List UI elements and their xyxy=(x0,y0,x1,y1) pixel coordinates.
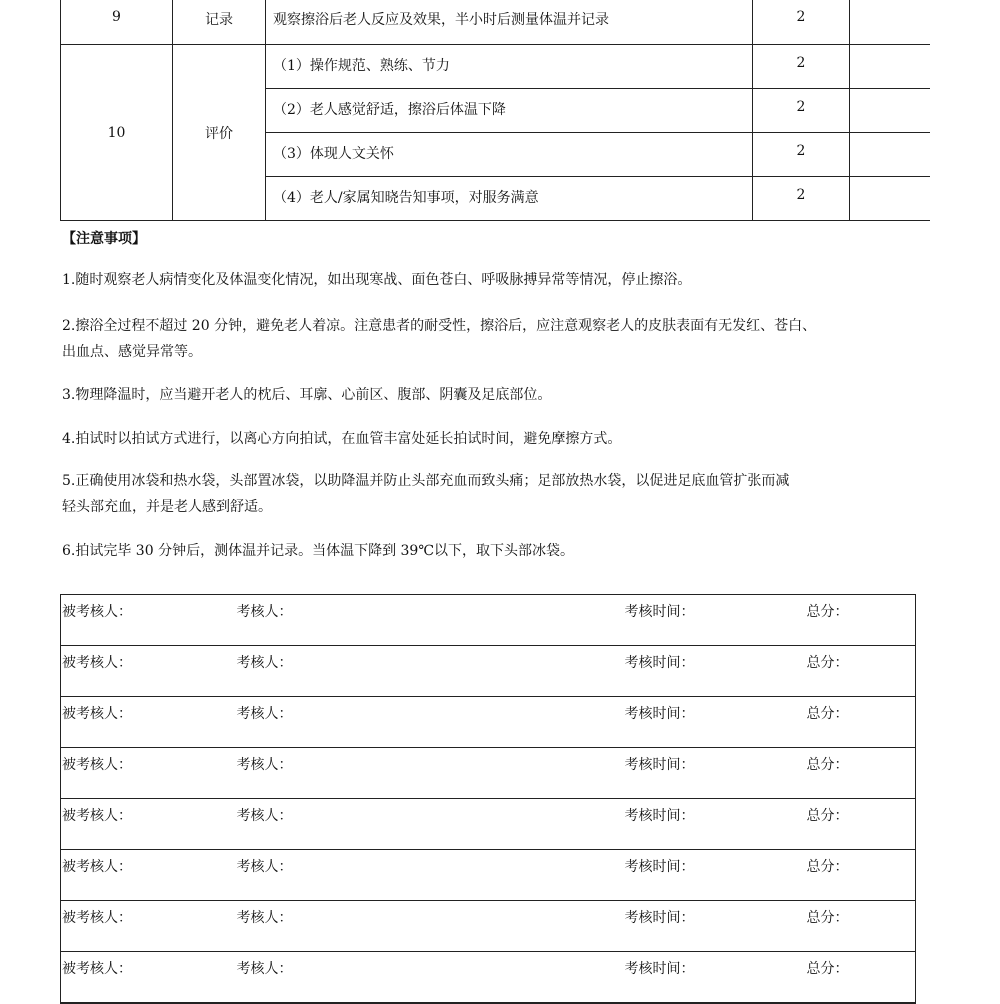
total-score-label: 总分： xyxy=(806,850,916,901)
total-score-label: 总分： xyxy=(806,595,916,646)
total-score-label: 总分： xyxy=(806,697,916,748)
total-score-label: 总分： xyxy=(806,748,916,799)
criteria-points: 2 xyxy=(753,45,850,89)
signature-row xyxy=(61,799,916,850)
total-score-label: 总分： xyxy=(806,799,916,850)
signature-row xyxy=(61,646,916,697)
criteria-text: 观察擦浴后老人反应及效果，半小时后测量体温并记录 xyxy=(266,0,753,45)
table-row xyxy=(61,0,930,45)
note-item-6 xyxy=(62,538,882,564)
examinee-label: 被考核人： xyxy=(61,799,236,850)
note-item-5 xyxy=(62,468,882,520)
examiner-label: 考核人： xyxy=(236,850,624,901)
note-line: 4.拍试时以拍试方式进行，以离心方向拍试，在血管丰富处延长拍试时间，避免摩擦方式。 xyxy=(62,431,622,447)
signature-row xyxy=(61,952,916,1004)
deduction-cell xyxy=(850,89,930,133)
exam-time-label: 考核时间： xyxy=(624,850,806,901)
examinee-label: 被考核人： xyxy=(61,952,236,1004)
note-item-4 xyxy=(62,426,882,452)
note-line: 轻头部充血，并是老人感到舒适。 xyxy=(62,499,272,515)
item-number: 9 xyxy=(61,0,173,45)
total-score-label: 总分： xyxy=(806,901,916,952)
notes-title: 【注意事项】 xyxy=(62,231,146,247)
criteria-text: （4）老人/家属知晓告知事项，对服务满意 xyxy=(266,177,753,221)
deduction-cell xyxy=(850,133,930,177)
criteria-text: （1）操作规范、熟练、节力 xyxy=(266,45,753,89)
examinee-label: 被考核人： xyxy=(61,697,236,748)
signature-row xyxy=(61,850,916,901)
examiner-label: 考核人： xyxy=(236,697,624,748)
examinee-label: 被考核人： xyxy=(61,901,236,952)
deduction-cell xyxy=(850,0,930,45)
exam-time-label: 考核时间： xyxy=(624,595,806,646)
examinee-label: 被考核人： xyxy=(61,850,236,901)
examiner-label: 考核人： xyxy=(236,748,624,799)
criteria-points: 2 xyxy=(753,89,850,133)
score-table xyxy=(60,0,930,221)
note-line: 6.拍试完毕 30 分钟后，测体温并记录。当体温下降到 39℃以下，取下头部冰袋。 xyxy=(62,543,574,559)
exam-time-label: 考核时间： xyxy=(624,748,806,799)
examinee-label: 被考核人： xyxy=(61,646,236,697)
exam-time-label: 考核时间： xyxy=(624,901,806,952)
item-number: 10 xyxy=(61,45,173,221)
criteria-points: 2 xyxy=(753,177,850,221)
note-item-1 xyxy=(62,267,882,293)
criteria-points: 2 xyxy=(753,0,850,45)
total-score-label: 总分： xyxy=(806,952,916,1004)
deduction-cell xyxy=(850,45,930,89)
examiner-label: 考核人： xyxy=(236,799,624,850)
note-line: 2.擦浴全过程不超过 20 分钟，避免老人着凉。注意患者的耐受性，擦浴后，应注意观察老人的皮肤表面有无发红、苍白、 xyxy=(62,318,817,334)
note-item-2 xyxy=(62,313,882,365)
note-line: 出血点、感觉异常等。 xyxy=(62,344,202,360)
note-line: 1.随时观察老人病情变化及体温变化情况，如出现寒战、面色苍白、呼吸脉搏异常等情况，停止擦浴。 xyxy=(62,272,692,288)
exam-time-label: 考核时间： xyxy=(624,646,806,697)
exam-time-label: 考核时间： xyxy=(624,952,806,1004)
criteria-text: （3）体现人文关怀 xyxy=(266,133,753,177)
note-item-3 xyxy=(62,382,882,408)
signature-row xyxy=(61,901,916,952)
examinee-label: 被考核人： xyxy=(61,595,236,646)
note-line: 5.正确使用冰袋和热水袋，头部置冰袋，以助降温并防止头部充血而致头痛；足部放热水袋，以促进足底血管扩张而减 xyxy=(62,473,790,489)
criteria-text: （2）老人感觉舒适，擦浴后体温下降 xyxy=(266,89,753,133)
signature-row xyxy=(61,697,916,748)
examiner-label: 考核人： xyxy=(236,901,624,952)
signature-table xyxy=(60,594,916,1004)
examinee-label: 被考核人： xyxy=(61,748,236,799)
exam-time-label: 考核时间： xyxy=(624,799,806,850)
total-score-label: 总分： xyxy=(806,646,916,697)
signature-row xyxy=(61,748,916,799)
examiner-label: 考核人： xyxy=(236,646,624,697)
examiner-label: 考核人： xyxy=(236,595,624,646)
examiner-label: 考核人： xyxy=(236,952,624,1004)
signature-row xyxy=(61,595,916,646)
exam-time-label: 考核时间： xyxy=(624,697,806,748)
criteria-points: 2 xyxy=(753,133,850,177)
note-line: 3.物理降温时，应当避开老人的枕后、耳廓、心前区、腹部、阴囊及足底部位。 xyxy=(62,387,552,403)
deduction-cell xyxy=(850,177,930,221)
item-name: 记录 xyxy=(173,0,266,45)
table-row xyxy=(61,45,930,89)
item-name: 评价 xyxy=(173,45,266,221)
